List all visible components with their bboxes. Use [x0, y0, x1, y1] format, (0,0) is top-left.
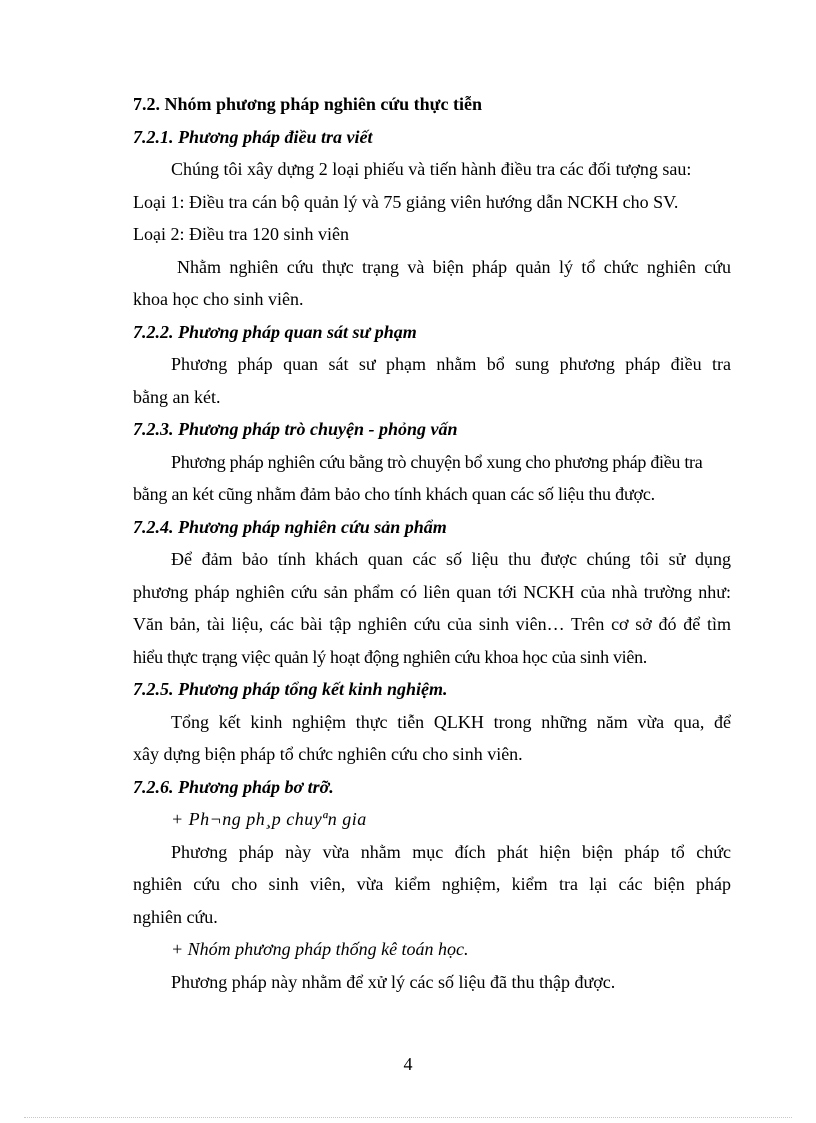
- section-heading: 7.2. Nhóm phương pháp nghiên cứu thực tiễn: [133, 94, 482, 114]
- list-item-label: + Nhóm phương pháp thống kê toán học.: [171, 939, 469, 959]
- paragraph-line: bằng an két cũng nhằm đảm bảo cho tính khách quan các số liệu thu được.: [133, 484, 655, 504]
- paragraph-line: phương pháp nghiên cứu sản phẩm có liên quan tới NCKH của nhà trường như:: [133, 581, 731, 602]
- paragraph-line: nghiên cứu cho sinh viên, vừa kiểm nghiệm, kiểm tra lại các biện pháp: [133, 874, 731, 894]
- subsection-heading-7-2-6: 7.2.6. Phương pháp bơ trỡ.: [133, 776, 334, 797]
- paragraph-line: Loại 2: Điều tra 120 sinh viên: [133, 224, 349, 244]
- subsection-heading-7-2-5: 7.2.5. Phương pháp tổng kết kinh nghiệm.: [133, 679, 448, 699]
- paragraph-line: Loại 1: Điều tra cán bộ quản lý và 75 giảng viên hướng dẫn NCKH cho SV.: [133, 191, 679, 212]
- paragraph-line: Nhằm nghiên cứu thực trạng và biện pháp quản lý tổ chức nghiên cứu: [177, 256, 731, 277]
- document-page: [133, 88, 731, 998]
- paragraph-line: Phương pháp này nhằm để xử lý các số liệu đã thu thập được.: [171, 971, 616, 992]
- list-item-label: + Ph¬ng ph¸p chuyªn gia: [171, 809, 367, 829]
- paragraph-line: Phương pháp nghiên cứu bằng trò chuyện bổ xung cho phương pháp điều tra: [171, 451, 703, 472]
- paragraph-line: Để đảm bảo tính khách quan các số liệu thu được chúng tôi sử dụng: [171, 549, 731, 569]
- paragraph-line: nghiên cứu.: [133, 906, 218, 927]
- subsection-heading-7-2-3: 7.2.3. Phương pháp trò chuyện - phỏng vấn: [133, 419, 458, 439]
- paragraph-line: hiểu thực trạng việc quản lý hoạt động nghiên cứu khoa học của sinh viên.: [133, 646, 647, 667]
- page-bottom-divider: [24, 1117, 792, 1118]
- paragraph-line: xây dựng biện pháp tổ chức nghiên cứu cho sinh viên.: [133, 744, 523, 764]
- paragraph-line: khoa học cho sinh viên.: [133, 289, 304, 309]
- subsection-heading-7-2-4: 7.2.4. Phương pháp nghiên cứu sản phẩm: [133, 516, 447, 537]
- page-number: 4: [403, 1054, 413, 1074]
- subsection-heading-7-2-2: 7.2.2. Phương pháp quan sát sư phạm: [133, 321, 417, 342]
- paragraph-line: Văn bản, tài liệu, các bài tập nghiên cứu của sinh viên… Trên cơ sở đó để tìm: [133, 614, 731, 634]
- subsection-heading-7-2-1: 7.2.1. Phương pháp điều tra viết: [133, 126, 373, 147]
- paragraph-line: Tổng kết kinh nghiệm thực tiễn QLKH trong những năm vừa qua, để: [171, 711, 731, 732]
- paragraph-line: Phương pháp này vừa nhằm mục đích phát hiện biện pháp tổ chức: [171, 841, 731, 862]
- paragraph-line: Phương pháp quan sát sư phạm nhằm bổ sung phương pháp điều tra: [171, 354, 731, 374]
- paragraph-line: Chúng tôi xây dựng 2 loại phiếu và tiến hành điều tra các đối tượng sau:: [171, 159, 692, 179]
- paragraph-line: bằng an két.: [133, 386, 221, 407]
